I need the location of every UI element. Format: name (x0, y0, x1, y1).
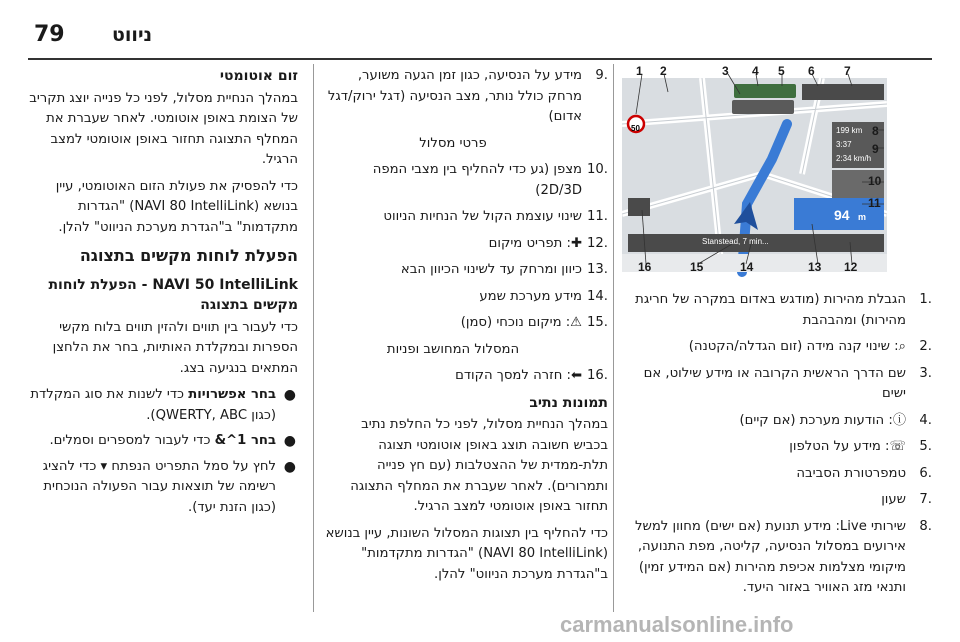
list-item: 4. ⓘ: הודעות מערכת (אם קיים) (739, 412, 932, 428)
callout-14: 14 (740, 260, 754, 274)
auto-zoom-heading: זום אוטומטי (219, 68, 298, 84)
callout-11: 11 (868, 196, 881, 210)
list-item: 1. הגבלת מהירות (מודגש באדום במקרה של חריגת מהירות) ומהבהבת (635, 292, 932, 328)
keyboard-bullets (26, 385, 298, 518)
callout-15: 15 (690, 260, 704, 274)
list-item: 11. שינוי עוצמת הקול של הנחיות הניווט (383, 209, 608, 224)
callout-7: 7 (844, 64, 851, 78)
distance-unit: m (858, 212, 867, 222)
auto-zoom-text: במהלך הנחיית מסלול, לפני כל פנייה יוצג תקריב של הצומת באופן אוטומטי. לאחר שעברת את המחלף התצוגה תחזור באופן אוטומטי למצב הרגיל. (29, 90, 298, 167)
left-column (26, 66, 298, 523)
lane-images-heading: תמונות נתיב (529, 394, 608, 411)
speed-limit-value: 50 (631, 124, 640, 133)
list-item: 14. מידע מערכת שמע (479, 288, 608, 304)
callout-13: 13 (808, 260, 822, 274)
list-item: 15. ⚠: מיקום נוכחי (סמן) (460, 315, 608, 330)
list-item: 10. מצפן (גע כדי להחליף בין מצבי המפה 2D/3D) (372, 162, 608, 198)
callout-10: 10 (868, 174, 882, 188)
callout-9: 9 (872, 142, 879, 156)
turn-indicator-panel (794, 198, 884, 230)
list-item: 16. ⬅: חזרה למסך הקודם (455, 368, 608, 383)
info-row-3: 2:34 km/h (836, 154, 872, 163)
nav-screen-figure (622, 64, 887, 278)
callout-5: 5 (778, 64, 785, 78)
bottom-bar-text: Stanstead, 7 min... (702, 237, 769, 246)
list-item: המסלול המחושב ופניות (386, 341, 520, 357)
speed-limit-sign (628, 116, 644, 132)
list-item: פרטי מסלול (419, 135, 487, 151)
keyboard-subheading: NAVI 50 IntelliLink - הפעלת לוחות מקשים בתצוגה (48, 276, 298, 313)
callout-2: 2 (660, 64, 667, 78)
column-divider-left (313, 64, 314, 612)
page-header (0, 0, 960, 58)
callout-1: 1 (636, 64, 643, 78)
list-item: ● בחר ‎&^1 כדי לעבור למספרים וסמלים. (49, 433, 296, 449)
callout-4: 4 (752, 64, 759, 78)
list-item: 8. שירותי Live: מידע תנועת (אם ישים) מחוון למשל אירועים במסלול הנסיעה, קליטה, מפת התנועה, מיקומי מצלמות אכיפת מהירות (אם המידע זמין) ותנאי מזג האוויר באזור היעד. (635, 518, 932, 595)
right-column (626, 290, 932, 605)
status-bar (802, 84, 884, 100)
callout-12: 12 (844, 260, 858, 274)
list-item: 3. שם הדרך הראשית הקרובה או מידע שילוט, אם ישים (643, 365, 932, 401)
info-row-1: 199 km (836, 126, 863, 135)
location-menu-button (628, 198, 650, 216)
list-item: ● לחץ על סמל התפריט הנפתח ▾ כדי להציג רשימה של תוצאות עבור הפעולה הנוכחית (כגון הזנת יעד). (42, 458, 296, 515)
callout-8: 8 (872, 124, 879, 138)
list-item: 12. ✚: תפריט מיקום (488, 235, 608, 251)
route-info-panel (832, 122, 884, 168)
header-rule (28, 58, 932, 60)
list-item: 6. טמפרטורת הסביבה (796, 465, 932, 481)
callout-legend-list-2 (324, 66, 608, 387)
list-item: ● בחר אפשרויות כדי לשנות את סוג המקלדת (כגון QWERTY, ABC). (30, 387, 296, 423)
callout-3: 3 (722, 64, 729, 78)
list-item: 7. שעון (881, 492, 932, 507)
lane-images-text-2: כדי להחליף בין תצוגות המסלול השונות, עיין בנושא (NAVI 80 IntelliLink) "הגדרות מתקדמות" ב"הגדרת מערכת הניווט" להלן. (325, 525, 608, 582)
list-item: 2. ⌕: שינוי קנה מידה (זום הגדלה/הקטנה) (688, 339, 932, 354)
list-item: 5. ☏: מידע על הטלפון (789, 439, 932, 454)
page-number: 79 (34, 22, 65, 47)
auto-zoom-text-2: כדי להפסיק את פעולת הזום האוטומטי, עיין בנושא (NAVI 80 IntelliLink) "הגדרות מתקדמות" ב"הגדרת מערכת הניווט" להלן. (55, 178, 298, 235)
street-name-bar (734, 84, 796, 98)
running-title: ניווט (112, 24, 153, 46)
middle-column (324, 66, 608, 591)
keyboard-section-heading: הפעלת לוחות מקשים בתצוגה (79, 246, 298, 265)
keyboard-text: כדי לעבור בין תווים ולהזין תווים בלוח מקשי הספרות ובמקלדת האותיות, בחר את הלחצן המתאים בנגיעה בצג. (52, 319, 298, 376)
info-row-2: 3:37 (836, 140, 852, 149)
callout-legend-list-1 (626, 290, 932, 599)
callout-6: 6 (808, 64, 815, 78)
lane-images-text: במהלך הנחיית מסלול, לפני כל החלפת נתיב בכביש חשובה תוצג באופן אוטומטי תצוגה תלת-ממדית של ההצטלבות (עם חץ פנייה ותמרורים). לאחר שעברת את המחלף התצוגה תחזור באופן אוטומטי למצב הרגיל. (350, 417, 608, 514)
bottom-info-bar (628, 234, 884, 252)
distance-value: 94 (834, 207, 850, 223)
callout-16: 16 (638, 260, 652, 274)
compass (832, 170, 884, 198)
list-item: 9. מידע על הנסיעה, כגון זמן הגעה משוער, מרחק כולל נותר, מצב הנסיעה (דגל ירוק/דגל אדום) (327, 68, 608, 124)
column-divider-right (613, 64, 614, 612)
watermark: carmanualsonline.info (560, 612, 794, 637)
list-item: 13. כיוון ומרחק עד לשינוי הכיוון הבא (400, 262, 608, 277)
